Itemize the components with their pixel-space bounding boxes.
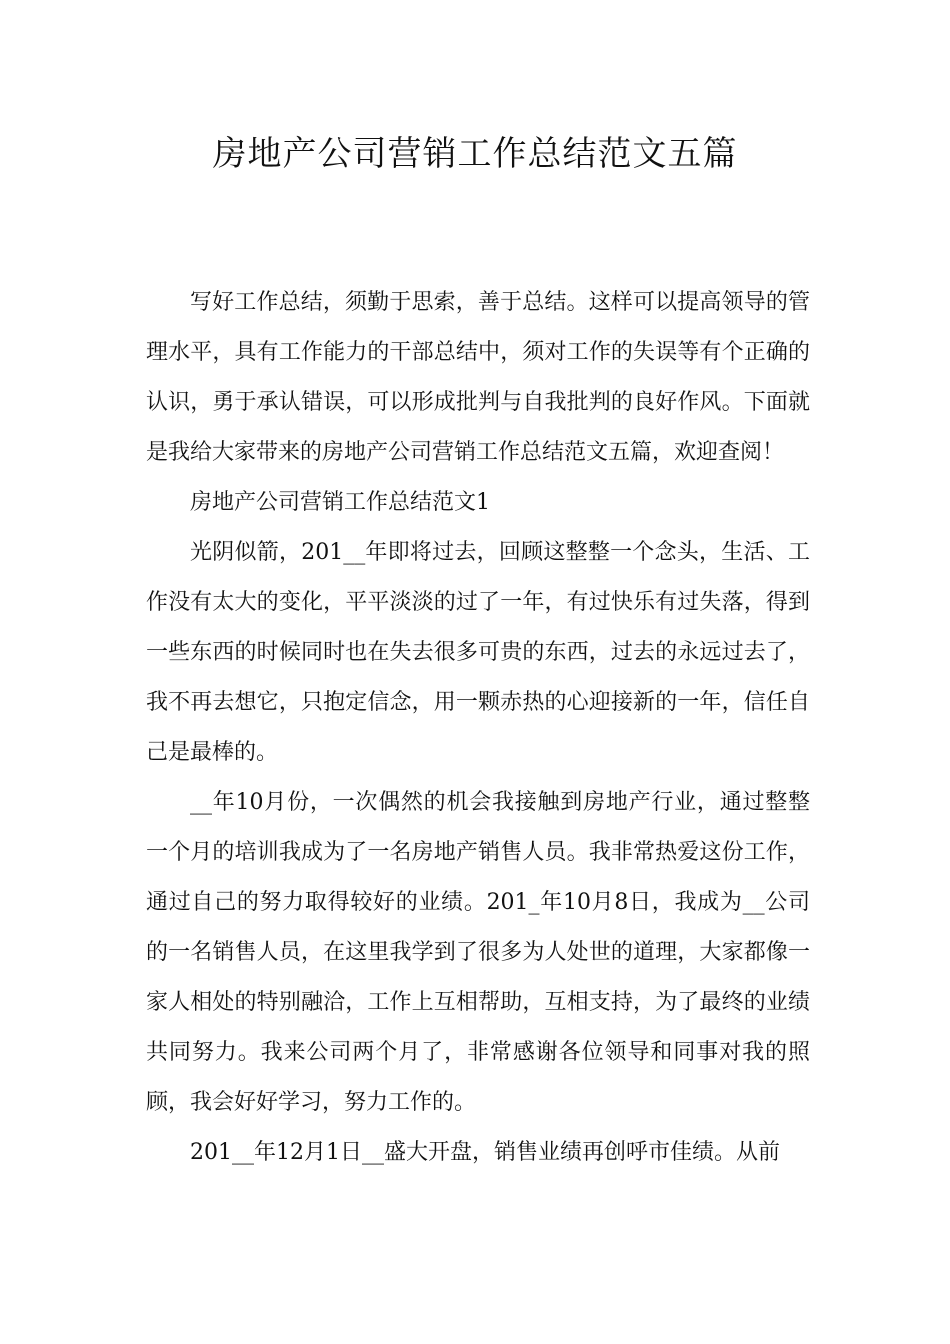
- body-paragraph: __年10月份，一次偶然的机会我接触到房地产行业，通过整整一个月的培训我成为了一名房地产销售人员。我非常热爱这份工作，通过自己的努力取得较好的业绩。201_年10月8日，我成为__公司的一名销售人员，在这里我学到了很多为人处世的道理，大家都像一家人相处的特别融洽，工作上互相帮助，互相支持，为了最终的业绩共同努力。我来公司两个月了，非常感谢各位领导和同事对我的照顾，我会好好学习，努力工作的。: [146, 790, 810, 1115]
- body-paragraph: 光阴似箭，201__年即将过去，回顾这整整一个念头，生活、工作没有太大的变化，平平淡淡的过了一年，有过快乐有过失落，得到一些东西的时候同时也在失去很多可贵的东西，过去的永远过去了，我不再去想它，只抱定信念，用一颗赤热的心迎接新的一年，信任自己是最棒的。: [146, 540, 810, 765]
- document-title: 房地产公司营销工作总结范文五篇: [212, 134, 738, 174]
- document-body: [146, 278, 810, 1178]
- section-heading-1: 房地产公司营销工作总结范文1: [190, 490, 490, 515]
- body-paragraph: 201__年12月1日__盛大开盘，销售业绩再创呼市佳绩。从前: [190, 1140, 780, 1165]
- intro-paragraph: 写好工作总结，须勤于思索，善于总结。这样可以提高领导的管理水平，具有工作能力的干部总结中，须对工作的失误等有个正确的认识，勇于承认错误，可以形成批判与自我批判的良好作风。下面就是我给大家带来的房地产公司营销工作总结范文五篇，欢迎查阅！: [146, 290, 810, 465]
